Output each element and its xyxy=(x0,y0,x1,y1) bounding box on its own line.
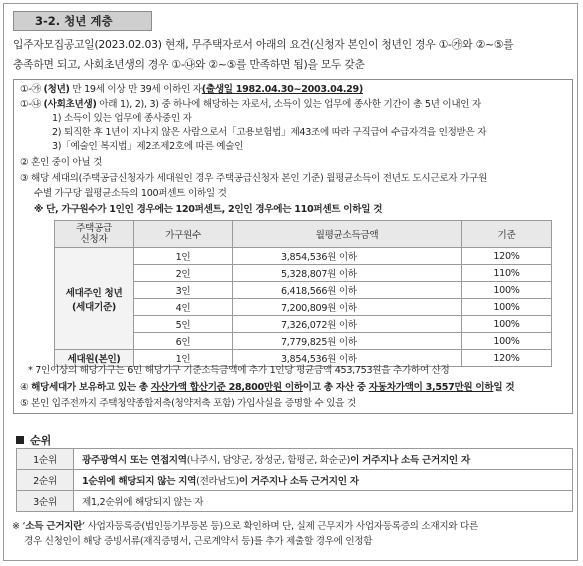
ranking-heading xyxy=(16,432,51,448)
condition-4-end: 일 것 xyxy=(493,382,515,393)
group-head-label-1: 세대주인 청년 xyxy=(65,287,123,299)
rank-1-part-2: 연접지역 xyxy=(150,455,187,466)
rank-label: 1순위 xyxy=(17,449,74,470)
income-amount: 7,326,072원 이하 xyxy=(233,316,462,333)
rank-description: 제1,2순위에 해당되지 않는 자 xyxy=(74,491,573,512)
condition-1b-sub-2: 2) 퇴직한 후 1년이 지나지 않은 사람으로서「고용보험법」제43조에 따라 구직급여 수급자격을 인정받은 자 xyxy=(52,127,487,138)
condition-4-text: 해당세대가 보유하고 있는 총 xyxy=(31,382,151,393)
intro-line-1: 입주자모집공고일(2023.02.03) 현재, 무주택자로서 아래의 요건(신청자 본인이 청년인 경우 ①-㉮와 ②~⑤를 xyxy=(13,38,514,51)
income-header-standard: 기준 xyxy=(462,221,552,248)
condition-4-car: 자동차가액이 3,557만원 이하 xyxy=(368,382,494,393)
table-row xyxy=(17,491,573,512)
square-bullet-icon xyxy=(16,436,24,444)
bottom-note-prefix: ※ ‘ xyxy=(12,521,26,532)
rank-2-part-3: 이 거주지나 소득 근거지인 자 xyxy=(238,476,359,487)
income-amount: 6,418,566원 이하 xyxy=(233,282,462,299)
bottom-note-line-2: 경우 신청인이 해당 증빙서류(재직증명서, 근로계약서 등)를 추가 제출할 경우에 인정함 xyxy=(24,536,373,547)
condition-1b-sub-3: 3)「예술인 복지법」제2조제2호에 따른 예술인 xyxy=(52,141,244,152)
household-size: 6인 xyxy=(134,333,233,350)
rank-2-part-1: 1순위에 해당되지 않는 지역 xyxy=(82,476,197,487)
bottom-note-term: 소득 근거지란 xyxy=(25,521,83,532)
rank-1-part-4: 이 거주지나 소득 근거지인 자 xyxy=(350,455,470,466)
condition-4-mid: 이고 총 자산 중 xyxy=(302,382,369,393)
ranking-table xyxy=(16,448,573,512)
group-head-label-2: (세대기준) xyxy=(71,301,117,313)
condition-2: ② 혼인 중이 아닐 것 xyxy=(20,157,103,168)
condition-3-note: ※ 단, 가구원수가 1인인 경우에는 120퍼센트, 2인인 경우에는 110퍼센트 이하일 것 xyxy=(34,204,383,215)
condition-1b-label: (사회초년생) xyxy=(43,99,97,110)
conditions-box xyxy=(13,79,573,414)
household-size: 4인 xyxy=(134,299,233,316)
condition-1a-birth: (출생일 1982.04.30~2003.04.29) xyxy=(201,84,363,95)
condition-3-line-1: ③ 해당 세대의(주택공급신청자가 세대원인 경우 주택공급신청자 본인 기준) 월평균소득이 전년도 도시근로자 가구원 xyxy=(20,173,487,184)
household-size: 1인 xyxy=(134,248,233,265)
income-standard: 110% xyxy=(462,265,552,282)
condition-1b-mark: ①-㉯ xyxy=(20,99,41,110)
income-header-household: 가구원수 xyxy=(134,221,233,248)
condition-3-line-2: 수별 가구당 월평균소득의 100퍼센트 이하일 것 xyxy=(34,188,227,199)
rank-1-part-3: (나주시, 담양군, 장성군, 함평군, 화순군) xyxy=(186,455,351,466)
income-standard: 100% xyxy=(462,316,552,333)
income-standard: 100% xyxy=(462,282,552,299)
income-amount: 7,200,809원 이하 xyxy=(233,299,462,316)
income-amount: 5,328,807원 이하 xyxy=(233,265,462,282)
condition-4-mark: ④ xyxy=(20,382,32,393)
condition-5: ⑤ 본인 입주전까지 주택청약종합저축(청약저축 포함) 가입사실을 증명할 수 있을 것 xyxy=(20,398,356,409)
condition-1b xyxy=(20,99,481,111)
ranking-heading-text: 순위 xyxy=(30,434,52,447)
income-standard: 100% xyxy=(462,299,552,316)
table-row xyxy=(17,470,573,491)
household-size: 1인 xyxy=(134,350,233,367)
condition-1a-mark: ①-㉮ xyxy=(20,84,41,95)
rank-2-part-2: (전라남도) xyxy=(196,476,239,487)
condition-4-asset: 자산가액 합산기준 28,800만원 이하 xyxy=(150,382,303,393)
table-row xyxy=(55,350,552,367)
condition-1b-sub-1: 1) 소득이 있는 업무에 종사중인 자 xyxy=(52,113,192,124)
income-header-applicant: 주택공급 신청자 xyxy=(55,221,134,248)
condition-1a-label: (청년) xyxy=(43,84,70,95)
group-head-member: 세대원(본인) xyxy=(55,350,134,367)
rank-label: 2순위 xyxy=(17,470,74,491)
condition-4 xyxy=(20,382,514,394)
income-amount: 3,854,536원 이하 xyxy=(233,248,462,265)
income-footnote: * 7인이상의 해당가구는 6인 해당가구 기준소득금액에 추가 1인당 평균금액 453,753원을 추가하여 산정 xyxy=(28,365,450,376)
income-standard: 120% xyxy=(462,350,552,367)
income-standard: 120% xyxy=(462,248,552,265)
income-amount: 3,854,536원 이하 xyxy=(233,350,462,367)
household-size: 3인 xyxy=(134,282,233,299)
condition-1b-text: 아래 1), 2), 3) 중 하나에 해당하는 자로서, 소득이 있는 업무에 종사한 기간이 총 5년 이내인 자 xyxy=(96,99,481,110)
group-head-householder xyxy=(55,248,134,350)
rank-description xyxy=(74,449,573,470)
bottom-note-line-1 xyxy=(12,521,478,533)
section-title: 3-2. 청년 계층 xyxy=(13,11,152,31)
rank-1-part-1: 광주광역시 또는 xyxy=(82,455,151,466)
income-standard: 100% xyxy=(462,333,552,350)
household-size: 2인 xyxy=(134,265,233,282)
income-header-amount: 월평균소득금액 xyxy=(233,221,462,248)
rank-label: 3순위 xyxy=(17,491,74,512)
income-amount: 7,779,825원 이하 xyxy=(233,333,462,350)
rank-description xyxy=(74,470,573,491)
household-size: 5인 xyxy=(134,316,233,333)
condition-1a-text: 만 19세 이상 만 39세 이하인 자 xyxy=(69,84,202,95)
income-table xyxy=(54,220,552,367)
table-row xyxy=(17,449,573,470)
bottom-note-rest: ’ 사업자등록증(법인등기부등본 등)으로 확인하며 단, 실제 근무지가 사업자등록증의 소재지와 다른 xyxy=(82,521,478,532)
condition-1a xyxy=(20,84,363,96)
intro-line-2: 충족하면 되고, 사회초년생의 경우 ①-㉯와 ②~⑤를 만족하면 됨)을 모두 갖춘 xyxy=(13,58,365,71)
table-row xyxy=(55,248,552,265)
